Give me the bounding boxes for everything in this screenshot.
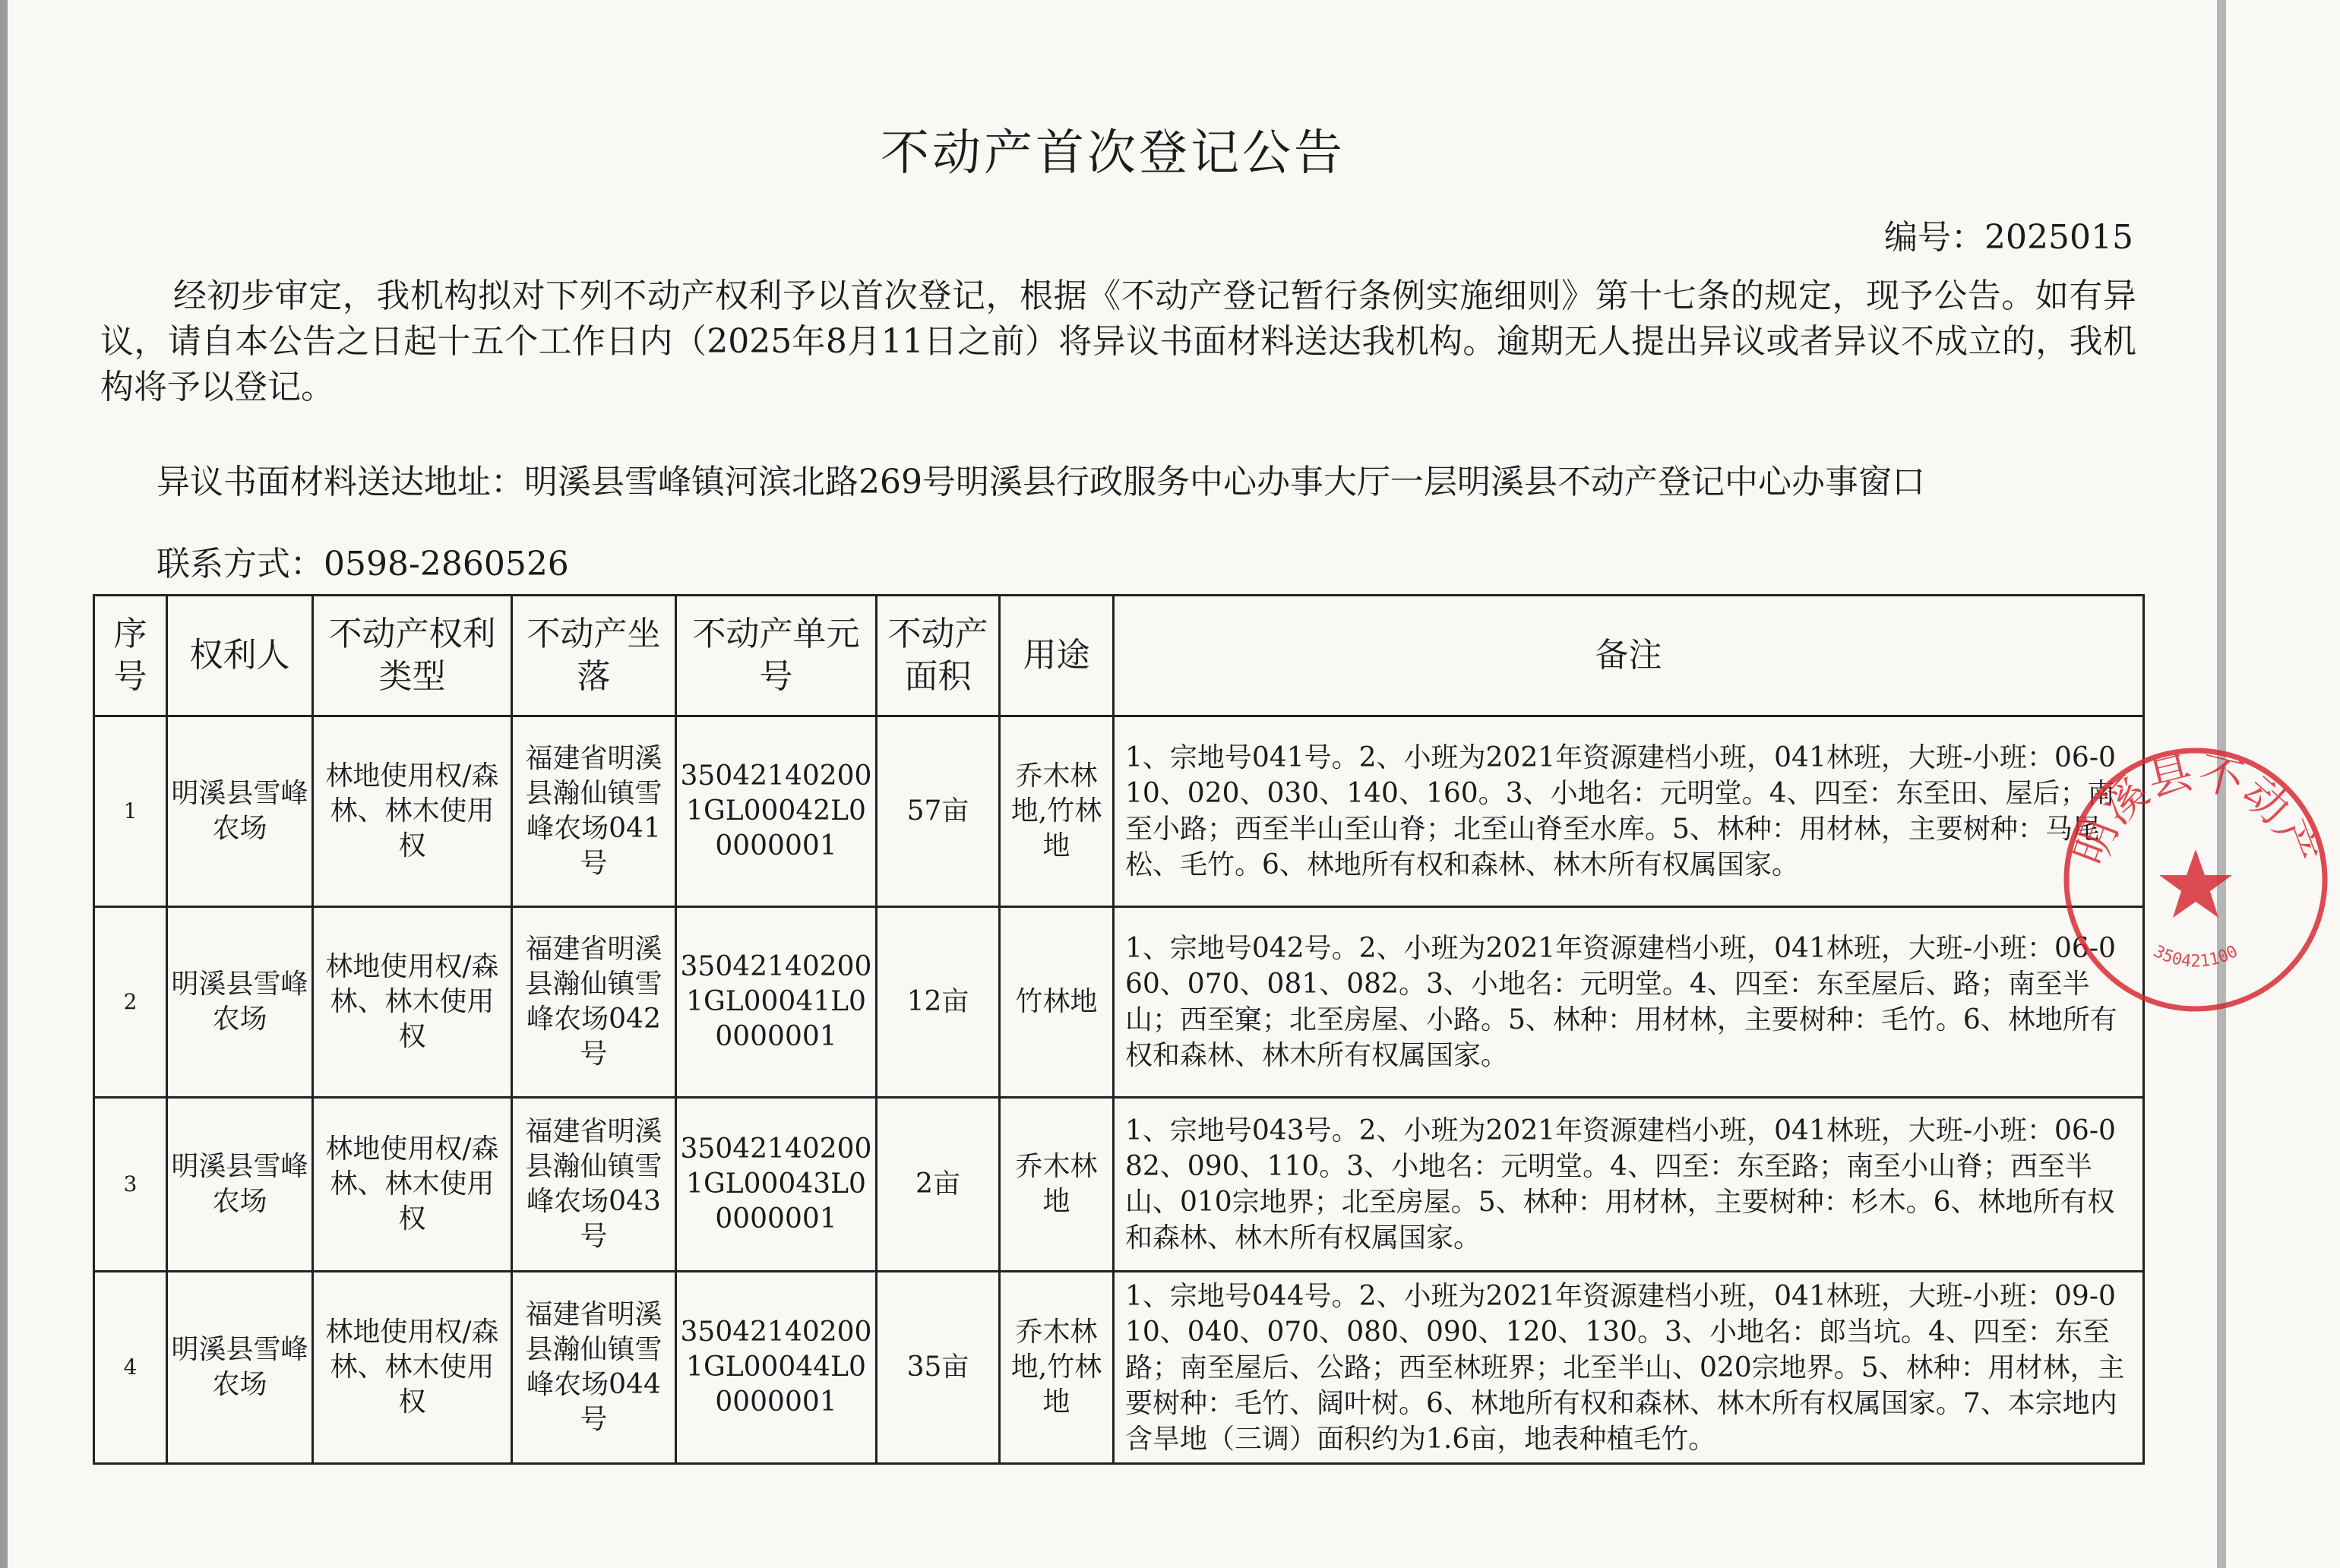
table-row [94,716,2144,907]
table-row [94,907,2144,1098]
cell-area: 35亩 [877,1272,1000,1464]
header-right-type: 不动产权利类型 [313,596,512,716]
cell-seq: 3 [94,1098,167,1272]
table-row [94,1098,2144,1272]
cell-usage: 乔木林地 [1000,1098,1114,1272]
seal-name-text: 明溪县不动产 [2063,746,2328,872]
header-usage: 用途 [1000,596,1114,716]
header-area: 不动产面积 [877,596,1000,716]
scan-edge-right [2217,0,2226,1568]
cell-area: 12亩 [877,907,1000,1098]
cell-usage: 乔木林地,竹林地 [1000,1272,1114,1464]
header-remark: 备注 [1114,596,2144,716]
cell-unit-no: 350421402001GL00041L00000001 [676,907,877,1098]
cell-seq: 1 [94,716,167,907]
objection-address: 异议书面材料送达地址：明溪县雪峰镇河滨北路269号明溪县行政服务中心办事大厅一层明溪县不动产登记中心办事窗口 [157,463,1925,501]
cell-remark: 1、宗地号042号。2、小班为2021年资源建档小班，041林班，大班-小班：06-060、070、081、082。3、小地名：元明堂。4、四至：东至屋后、路；南至半山；西至窠；北至房屋、小路。5、林种：用材林，主要树种：毛竹。6、林地所有权和森林、林木所有权属国家。 [1114,907,2144,1098]
cell-holder: 明溪县雪峰农场 [167,907,313,1098]
header-holder: 权利人 [167,596,313,716]
cell-location: 福建省明溪县瀚仙镇雪峰农场044号 [512,1272,676,1464]
cell-remark: 1、宗地号044号。2、小班为2021年资源建档小班，041林班，大班-小班：09-010、040、070、080、090、120、130。3、小地名：郎当坑。4、四至：东至路；南至屋后、公路；西至林班界；北至半山、020宗地界。5、林种：用材林，主要树种：毛竹、阔叶树。6、林地所有权和森林、林木所有权属国家。7、本宗地内含旱地（三调）面积约为1.6亩，地表种植毛竹。 [1114,1272,2144,1464]
cell-remark: 1、宗地号041号。2、小班为2021年资源建档小班，041林班，大班-小班：06-010、020、030、140、160。3、小地名：元明堂。4、四至：东至田、屋后；南至小路；西至半山至山脊；北至山脊至水库。5、林种：用材林，主要树种：马尾松、毛竹。6、林地所有权和森林、林木所有权属国家。 [1114,716,2144,907]
table-row [94,1272,2144,1464]
cell-area: 2亩 [877,1098,1000,1272]
cell-right-type: 林地使用权/森林、林木使用权 [313,907,512,1098]
scan-edge-left [0,0,8,1568]
cell-right-type: 林地使用权/森林、林木使用权 [313,716,512,907]
cell-location: 福建省明溪县瀚仙镇雪峰农场042号 [512,907,676,1098]
cell-usage: 乔木林地,竹林地 [1000,716,1114,907]
seal-code-text: 350421100 [2150,942,2241,972]
cell-holder: 明溪县雪峰农场 [167,716,313,907]
document-number: 编号：2025015 [1884,218,2133,257]
cell-holder: 明溪县雪峰农场 [167,1098,313,1272]
cell-right-type: 林地使用权/森林、林木使用权 [313,1098,512,1272]
cell-unit-no: 350421402001GL00044L00000001 [676,1272,877,1464]
header-location: 不动产坐落 [512,596,676,716]
header-unit-no: 不动产单元号 [676,596,877,716]
intro-paragraph: 经初步审定，我机构拟对下列不动产权利予以首次登记，根据《不动产登记暂行条例实施细则》第十七条的规定，现予公告。如有异议，请自本公告之日起十五个工作日内（2025年8月11日之前）将异议书面材料送达我机构。逾期无人提出异议或者异议不成立的，我机构将予以登记。 [100,277,2136,406]
cell-seq: 4 [94,1272,167,1464]
cell-location: 福建省明溪县瀚仙镇雪峰农场043号 [512,1098,676,1272]
registration-table [93,594,2145,1465]
cell-unit-no: 350421402001GL00042L00000001 [676,716,877,907]
cell-location: 福建省明溪县瀚仙镇雪峰农场041号 [512,716,676,907]
cell-holder: 明溪县雪峰农场 [167,1272,313,1464]
table-header-row [94,596,2144,716]
header-seq: 序号 [94,596,167,716]
cell-area: 57亩 [877,716,1000,907]
cell-seq: 2 [94,907,167,1098]
cell-remark: 1、宗地号043号。2、小班为2021年资源建档小班，041林班，大班-小班：06-082、090、110。3、小地名：元明堂。4、四至：东至路；南至小山脊；西至半山、010宗地界；北至房屋。5、林种：用材林，主要树种：杉木。6、林地所有权和森林、林木所有权属国家。 [1114,1098,2144,1272]
cell-unit-no: 350421402001GL00043L00000001 [676,1098,877,1272]
cell-right-type: 林地使用权/森林、林木使用权 [313,1272,512,1464]
page-title: 不动产首次登记公告 [881,125,1346,182]
cell-usage: 竹林地 [1000,907,1114,1098]
contact-info: 联系方式：0598-2860526 [157,545,569,583]
